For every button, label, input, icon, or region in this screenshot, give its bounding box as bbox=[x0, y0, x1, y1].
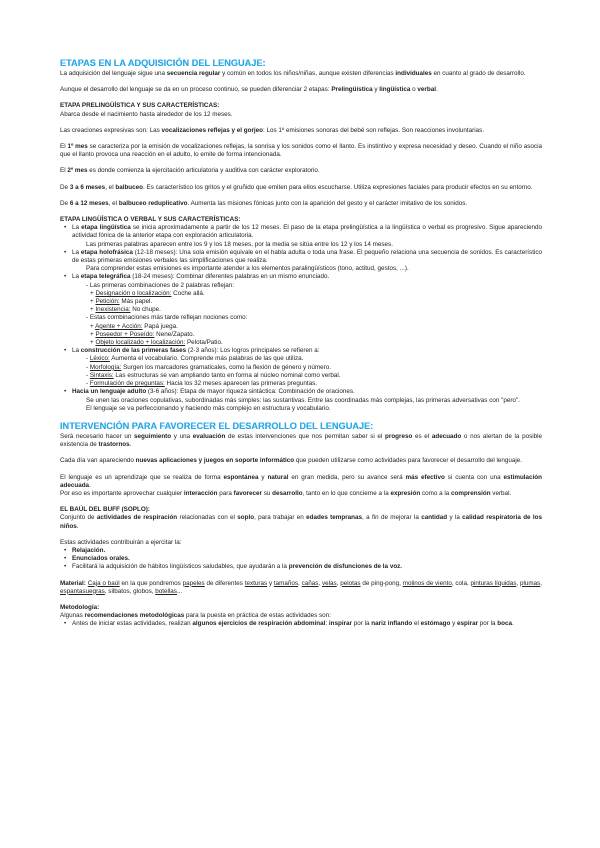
section-title-intervencion: INTERVENCIÓN PARA FAVORECER EL DESARROLLO DEL LENGUAJE: bbox=[60, 420, 374, 431]
section-title-etapas: ETAPAS EN LA ADQUISICIÓN DEL LENGUAJE: bbox=[60, 58, 266, 68]
list-item: • Relajación. bbox=[72, 547, 542, 555]
paragraph: La adquisición del lenguaje sigue una secuencia regular y común en todos los niños/niñas, aunque existen diferencias individuales en cuanto al grado de desarrollo. bbox=[60, 70, 526, 77]
list-item: • La etapa telegráfica (18-24 meses): Combinar diferentes palabras en un mismo enunciado. - Las primeras combinaciones de 2 palabras reflejan: + Designación o localización: Coche allá. + Petición: Más papel. + Inexistencia: No chupe. - Estas combinaciones más tarde reflejan nociones como: + Agente + Acción: Papá juega. + Poseedor + Poseído: Nene/Zapato. + Objeto localizado + localización: Pelota/Patio. bbox=[72, 273, 542, 347]
subheading-baul: EL BAÚL DEL BUFF (SOPLO): bbox=[60, 506, 150, 514]
paragraph: Por eso es importante aprovechar cualquier interacción para favorecer su desarrollo, tanto en lo que concierne a la expresión como a la comprensión verbal. bbox=[60, 489, 512, 497]
list-item: • Hacia un lenguaje adulto (3-6 años): Etapa de mayor riqueza sintáctica: Combinación de oraciones. Se unen las oraciones copulativas, subordinadas más simples: las sustantivas. Entre las coordinadas más complejas, las primeras adversativas con "pero". El lenguaje se va perfeccionando y haciendo más complejo en estructura y vocabulario. bbox=[72, 388, 542, 413]
paragraph: El 2º mes es donde comienza la ejercitación articulatoria y auditiva con carácter exploratorio. bbox=[60, 167, 320, 175]
list-item: • Facilitará la adquisición de hábitos lingüísticos saludables, que ayudarán a la prevención de disfunciones de la voz. bbox=[72, 563, 542, 571]
contribution-list bbox=[60, 547, 542, 572]
subheading-metodologia: Metodología: bbox=[60, 603, 100, 611]
paragraph: El 1º mes se caracteriza por la emisión de vocalizaciones reflejas, la sonrisa y los sonidos como el llanto. Es instintivo y expresa necesidad y deseo. Cuando el niño asocia que el llanto provoca una reacción en el adulto, lo emite de forma intencionada. bbox=[60, 143, 542, 159]
paragraph: Aunque el desarrollo del lenguaje se da en un proceso continuo, se pueden diferenciar 2 etapas: Prelingüística y lingüística o verbal. bbox=[60, 86, 438, 94]
list-item: • Antes de iniciar estas actividades, realizan algunos ejercicios de respiración abdominal: inspirar por la nariz inflando el estómago y espirar por la boca. bbox=[72, 620, 542, 628]
material-paragraph: Material: Caja o baúl en la que pondremos papeles de diferentes texturas y tamaños, cañas, velas, pelotas de ping-pong, molinos de viento, cola, pinturas líquidas, plumas, espantasuegras, silbatos, globos, botellas... bbox=[60, 579, 543, 595]
subheading-prelinguistica: ETAPA PRELINGÜÍSTICA Y SUS CARACTERÍSTICAS: bbox=[60, 102, 220, 110]
subheading-linguistica: ETAPA LINGÜÍSTICA O VERBAL Y SUS CARACTERÍSTICAS: bbox=[60, 216, 241, 224]
paragraph: De 3 a 6 meses, el balbuceo. Es característico los gritos y el gruñido que emiten para ellos escucharse. Utiliza expresiones faciales para producir efectos en su entorno. bbox=[60, 183, 533, 191]
paragraph: Algunas recomendaciones metodológicas para la puesta en práctica de estas actividades son: bbox=[60, 612, 331, 620]
list-item: • La etapa lingüística se inicia aproximadamente a partir de los 12 meses. El paso de la etapa prelingüística a la lingüística o verbal es progresivo. Sigue apareciendo actividad fónica de la anterior etapa con exploración articulatoria. Las primeras palabras aparecen entre los 9 y los 18 meses, por la media se sitúa entre los 12 y los 14 meses. bbox=[72, 224, 542, 249]
document-page bbox=[60, 58, 542, 629]
list-item: • La construcción de las primeras fases (2-3 años): Los logros principales se refieren a: - Léxico: Aumenta el vocabulario. Comprende más palabras de las que utiliza. - Morfología: Surgen los marcadores gramaticales, como la flexión de género y número. - Sintaxis: Las estructuras se van ampliando tanto en forma al núcleo nominal como verbal. - Formulación de preguntas: Hacia los 32 meses aparecen las primeras preguntas. bbox=[72, 347, 542, 388]
paragraph: Conjunto de actividades de respiración relacionadas con el soplo, para trabajar en edades tempranas, a fin de mejorar la cantidad y la calidad respiratoria de los niños. bbox=[60, 514, 542, 530]
list-item: • La etapa holofrásica (12-18 meses): Una sola emisión equivale en el habla adulta o toda una frase. El pequeño relaciona una secuencia de sonidos. Es característico de estas primeras emisiones verbales las simplificaciones que realiza. Para comprender estas emisiones es importante atender a los elementos paralingüísticos (tono, actitud, gestos, ...). bbox=[72, 249, 542, 274]
paragraph: El lenguaje es un aprendizaje que se realiza de forma espontánea y natural en gran medida, pero su avance será más efectivo si cuenta con una estimulación adecuada. bbox=[60, 473, 542, 489]
linguistic-stage-list bbox=[60, 224, 542, 413]
paragraph: Abarca desde el nacimiento hasta alrededor de los 12 meses. bbox=[60, 110, 233, 118]
paragraph: Cada día van apareciendo nuevas aplicaciones y juegos en soporte informático que pueden utilizarse como actividades para favorecer el desarrollo del lenguaje. bbox=[60, 457, 523, 465]
list-item: • Enunciados orales. bbox=[72, 555, 542, 563]
methodology-list bbox=[60, 620, 542, 628]
paragraph: Las creaciones expresivas son: Las vocalizaciones reflejas y el gorjeo: Los 1º emisiones sonoras del bebé son reflejas. Son reacciones involuntarias. bbox=[60, 126, 485, 134]
paragraph: Será necesario hacer un seguimiento y una evaluación de estas intervenciones que nos permitan saber si el progreso es el adecuado o nos alertan de la posible existencia de trastornos. bbox=[60, 432, 543, 449]
paragraph: Estas actividades contribuirán a ejercitar la: bbox=[60, 538, 182, 546]
paragraph: De 6 a 12 meses, el balbuceo reduplicativo. Aumenta las misiones fónicas junto con la aparición del gesto y el carácter imitativo de los sonidos. bbox=[60, 199, 468, 207]
